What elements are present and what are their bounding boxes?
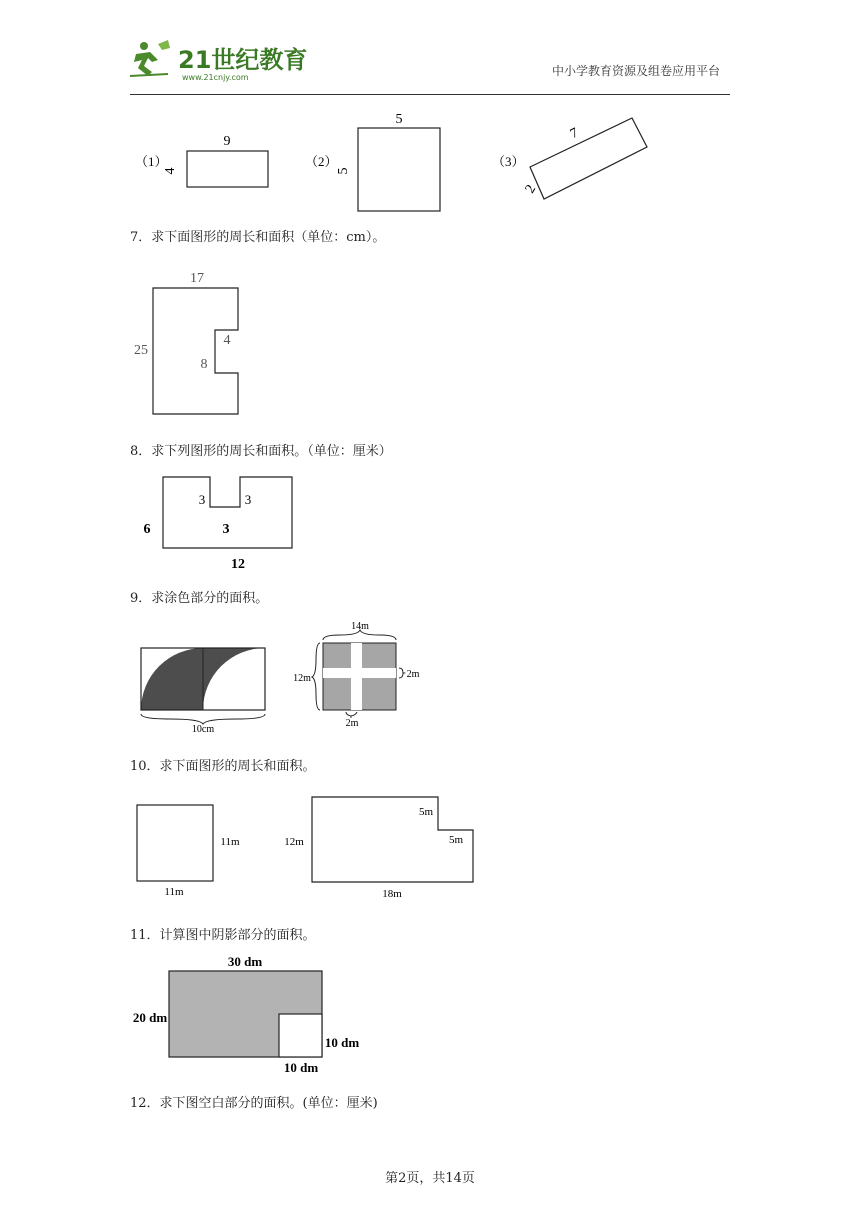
q8-label-left: 6 bbox=[143, 522, 151, 537]
header-divider bbox=[130, 94, 730, 95]
q6-fig2-top: 5 bbox=[395, 112, 403, 127]
q9-figures bbox=[130, 615, 430, 740]
q10-figure-2 bbox=[284, 797, 473, 900]
q6-figure-1 bbox=[135, 134, 268, 187]
runner-icon bbox=[130, 40, 170, 76]
q11-label-right: 10 dm bbox=[324, 1035, 360, 1050]
q6-figures bbox=[130, 100, 690, 220]
q6-fig1-top: 9 bbox=[223, 134, 231, 149]
q10-fig2-label-notch-side: 5m bbox=[448, 834, 464, 846]
q6-fig3-label: （3） bbox=[492, 154, 525, 169]
logo-url: www.21cnjy.com bbox=[182, 73, 249, 82]
q7-label-top: 17 bbox=[190, 271, 204, 286]
q9-fig2-label-left: 12m bbox=[293, 673, 311, 684]
q9-title: 9．求涂色部分的面积。 bbox=[130, 591, 269, 606]
q9-fig2-label-bottom: 2m bbox=[345, 718, 359, 729]
q6-fig3-side: 2 bbox=[522, 182, 540, 197]
q9-figure-1 bbox=[141, 648, 265, 735]
q10-fig2-label-left: 12m bbox=[284, 836, 304, 848]
site-name: 中小学教育资源及组卷应用平台 bbox=[551, 64, 720, 78]
q6-figure-3 bbox=[492, 118, 647, 199]
q8-label-notch-left: 3 bbox=[198, 492, 206, 507]
q10-figure-1 bbox=[137, 805, 240, 898]
q8-label-center: 3 bbox=[222, 522, 230, 537]
q7-label-notch-depth: 4 bbox=[223, 333, 231, 348]
q12-title: 12．求下图空白部分的面积。(单位：厘米) bbox=[130, 1096, 378, 1111]
q11-title: 11．计算图中阴影部分的面积。 bbox=[130, 928, 316, 943]
q10-title: 10．求下面图形的周长和面积。 bbox=[130, 759, 316, 774]
q7-label-left: 25 bbox=[134, 343, 148, 358]
q9-figure-2 bbox=[293, 621, 420, 729]
q11-label-bottom: 10 dm bbox=[283, 1060, 319, 1075]
q11-figure bbox=[130, 950, 370, 1080]
q10-fig1-label-bottom: 11m bbox=[164, 886, 184, 898]
q7-figure bbox=[130, 262, 270, 422]
q10-fig1-label-right: 11m bbox=[220, 836, 240, 848]
site-logo bbox=[128, 38, 308, 84]
q10-fig2-label-bottom: 18m bbox=[382, 888, 402, 900]
q8-label-notch-right: 3 bbox=[244, 492, 252, 507]
q6-fig1-label: （1） bbox=[135, 154, 168, 169]
q9-fig1-label-bottom: 10cm bbox=[191, 724, 215, 735]
q9-fig2-label-right: 2m bbox=[406, 669, 420, 680]
logo-text: 21世纪教育 bbox=[178, 46, 308, 74]
page-number: 第2页，共14页 bbox=[385, 1171, 475, 1186]
q7-label-notch-height: 8 bbox=[200, 357, 208, 372]
q10-figures bbox=[130, 790, 490, 905]
q6-fig2-label: （2） bbox=[305, 154, 338, 169]
q7-title: 7．求下面图形的周长和面积（单位：cm）。 bbox=[130, 230, 386, 245]
q6-fig3-top: 7 bbox=[568, 125, 581, 143]
q6-figure-2 bbox=[305, 112, 440, 211]
q6-fig2-side: 5 bbox=[336, 167, 351, 175]
q11-label-left: 20 dm bbox=[132, 1010, 168, 1025]
q9-fig2-label-top: 14m bbox=[351, 621, 369, 632]
q8-title: 8．求下列图形的周长和面积。（单位：厘米） bbox=[130, 444, 392, 459]
q11-label-top: 30 dm bbox=[227, 954, 263, 969]
q6-fig1-side: 4 bbox=[163, 167, 178, 175]
q10-fig2-label-notch-top: 5m bbox=[418, 806, 434, 818]
q8-label-bottom: 12 bbox=[231, 557, 245, 572]
q8-figure bbox=[130, 470, 310, 575]
